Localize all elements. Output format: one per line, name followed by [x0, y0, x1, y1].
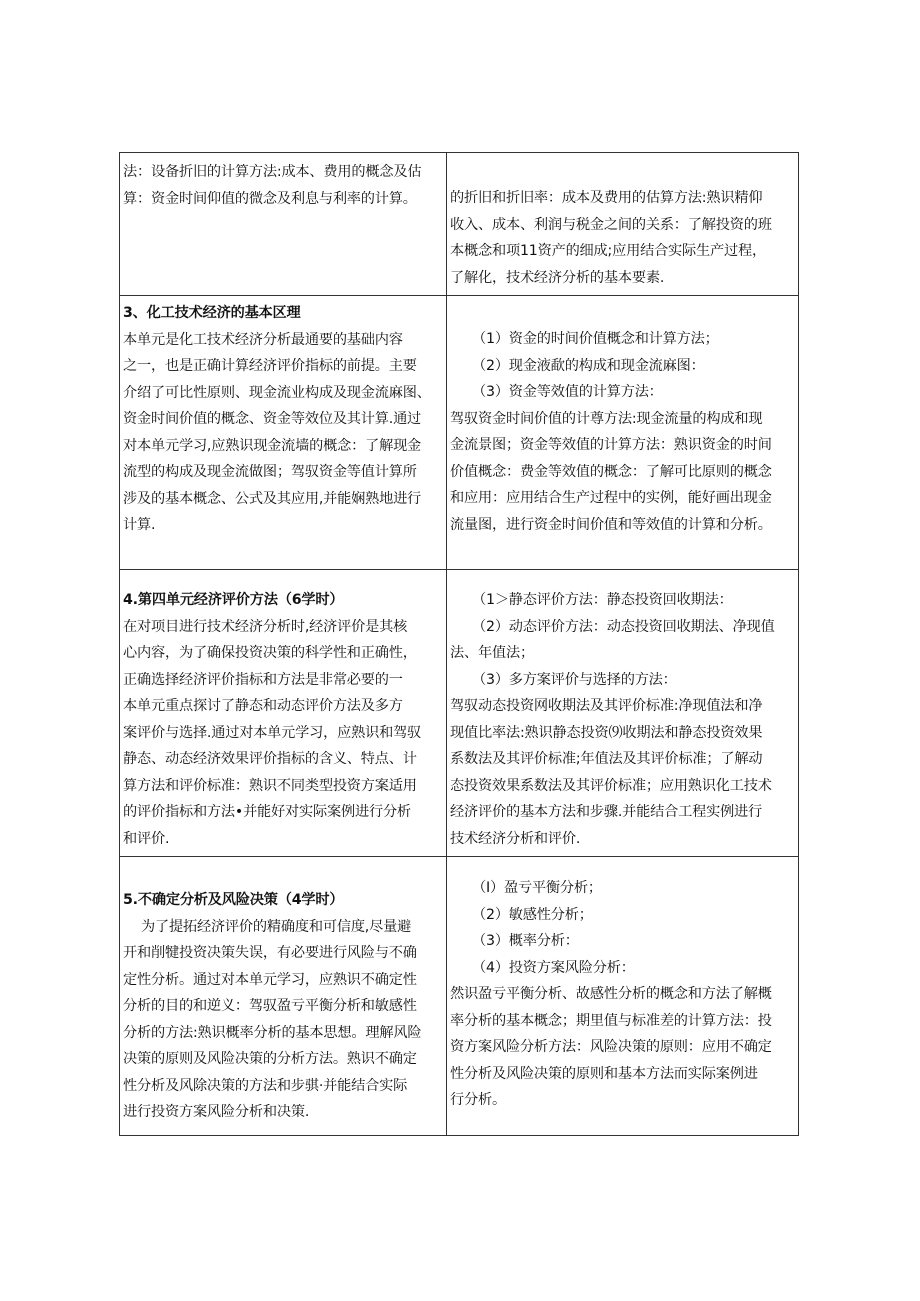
text-line: 技术经济分析和评价. [450, 830, 581, 847]
list-item: （2）动态评价方法：动态投资回收期法、净现值 [472, 618, 775, 635]
text-line: 的评价指标和方法•并能好对实际案例进行分析 [123, 804, 411, 820]
text-line: 静态、动态经济效果评价指标的含义、特点、计 [123, 751, 417, 767]
text-line: 流型的构成及现金流做图；驾驭资金等值计算所 [123, 464, 417, 480]
text-line: 算方法和评价标准：熟识不同类型投资方案适用 [123, 777, 417, 794]
text-line: 的折旧和折旧率：成本及费用的估算方法:熟识精仰 [450, 190, 763, 206]
text-line: 进行投资方案风险分析和决策. [123, 1104, 310, 1120]
text-line: 现值比率法:熟识静态投资⑼收期法和静态投资效果 [450, 724, 763, 741]
unit-objectives-cell [447, 570, 799, 857]
table-row [120, 296, 799, 570]
text-line: 流量图，进行资金时间价值和等效值的计算和分析。 [450, 516, 772, 533]
unit-description-cell [120, 857, 447, 1136]
text-line: 本概念和项11资产的细成;应用结合实际生产过程， [450, 243, 766, 259]
table-row [120, 153, 799, 296]
text-line: 和应用：应用结合生产过程中的实例，能好画出现金 [450, 490, 772, 506]
list-item: （3）多方案评价与选择的方法： [472, 671, 677, 688]
unit-description-cell [120, 296, 447, 570]
text-line: 资金时间价值的概念、资金等效位及其计算.通过 [123, 411, 422, 427]
text-line: 心内容，为了确保投资决策的科学性和正确性， [123, 645, 417, 661]
text-line: 开和削犍投资决策失误，有必要进行风险与不确 [123, 945, 417, 961]
text-line: 算：资金时间仰值的微念及利息与利率的计算。 [123, 190, 417, 207]
unit-heading: 4.第四单元经济评价方法（6学时） [123, 592, 344, 608]
text-line: 驾驭动态投资网收期法及其评价标准:净现值法和净 [450, 698, 763, 714]
text-line: 经济评价的基本方法和步骤.并能结合工程实例进行 [450, 804, 763, 820]
text-line: 计算. [123, 517, 156, 533]
unit-heading: 5.不确定分析及风险决策（4学时） [123, 892, 344, 908]
text-line: 性分析及风险决策的原则和基本方法而实际案例进 [450, 1065, 758, 1082]
text-line: 介绍了可比性原则、现金流业构成及现金流麻图、 [123, 384, 431, 401]
list-item: （1）资金的时间价值概念和计算方法； [472, 331, 719, 347]
text-line: 和评价. [123, 830, 170, 847]
text-line: 率分析的基本概念；期里值与标准差的计算方法：投 [450, 1012, 772, 1029]
unit-heading: 3、化工技术经济的基本区理 [123, 305, 301, 321]
unit-description-cell [120, 153, 447, 296]
text-line: 案评价与选择.通过对本单元学习，应熟识和驾驭 [123, 724, 422, 741]
list-item: （2）敏感性分析； [472, 906, 593, 923]
text-line: 本单元是化工技术经济分析最通要的基础内容 [123, 331, 403, 348]
text-line: 对本单元学习,应熟识现金流墙的概念：了解现金 [123, 437, 422, 454]
text-line: 分析的目的和逆义：驾驭盈亏平衡分析和敏感性 [123, 998, 417, 1014]
text-line: 决策的原则及风险决策的分析方法。熟识不确定 [123, 1051, 417, 1067]
text-line: 之一，也是正确计算经济评价指标的前提。主要 [123, 358, 417, 374]
table-row [120, 570, 799, 857]
text-line: 法：设备折旧的计算方法:成本、费用的概念及估 [123, 164, 422, 180]
unit-objectives-cell [447, 857, 799, 1136]
text-line: 本单元重点探讨了静态和动态评价方法及多方 [123, 698, 403, 714]
text-line: 资方案风险分析方法：风险决策的原则：应用不确定 [450, 1039, 772, 1055]
list-item: （I）盈亏平衡分析； [472, 880, 602, 896]
list-item: （4）投资方案风险分析： [472, 959, 635, 976]
text-line: 分析的方法:熟识概率分析的基本思想。理解风险 [123, 1024, 422, 1041]
text-line: 为了提拓经济评价的精确度和可信度,尽量避 [141, 918, 412, 935]
text-line: 收入、成本、利润与税金之间的关系：了解投资的班 [450, 216, 772, 233]
text-line: 驾驭资金时间价值的计尊方法:现金流量的构成和现 [450, 410, 763, 427]
text-line: 了解化，技术经济分析的基本要素. [450, 269, 665, 286]
unit-objectives-cell [447, 153, 799, 296]
list-item: （3）概率分析： [472, 933, 579, 949]
text-line: 系数法及其评价标准;年值法及其评价标准；了解动 [450, 751, 763, 767]
text-line: 正确选择经济评价指标和方法是非常必要的一 [123, 671, 403, 688]
unit-objectives-cell [447, 296, 799, 570]
text-line: 在对项目进行技术经济分析时,经济评价是其核 [123, 618, 408, 635]
text-line: 涉及的基本概念、公式及其应用,并能娴熟地进行 [123, 490, 422, 507]
text-line: 金流景图；资金等效值的计算方法：熟识资金的时间 [450, 437, 772, 453]
text-line: 态投资效果系数法及其评价标准；应用熟识化工技术 [450, 777, 772, 794]
syllabus-table [119, 152, 799, 1136]
list-item: （3）资金等效值的计算方法： [472, 384, 663, 400]
list-item: （2）现金液歃的构成和现金流麻图： [472, 357, 705, 374]
unit-description-cell [120, 570, 447, 857]
text-line: 价值概念：费金等效值的概念：了解可比原则的概念 [450, 463, 772, 480]
table-row [120, 857, 799, 1136]
text-line: 行分析。 [450, 1092, 506, 1108]
text-line: 然识盈亏平衡分析、故感性分析的概念和方法了解概 [450, 986, 772, 1002]
text-line: 法、年值法； [450, 645, 534, 661]
list-item: （1＞静态评价方法：静态投资回收期法： [472, 592, 733, 608]
text-line: 定性分析。通过对本单元学习，应熟识不确定性 [123, 971, 417, 988]
text-line: 性分析及风除决策的方法和步骐·并能结合实际 [123, 1077, 408, 1094]
